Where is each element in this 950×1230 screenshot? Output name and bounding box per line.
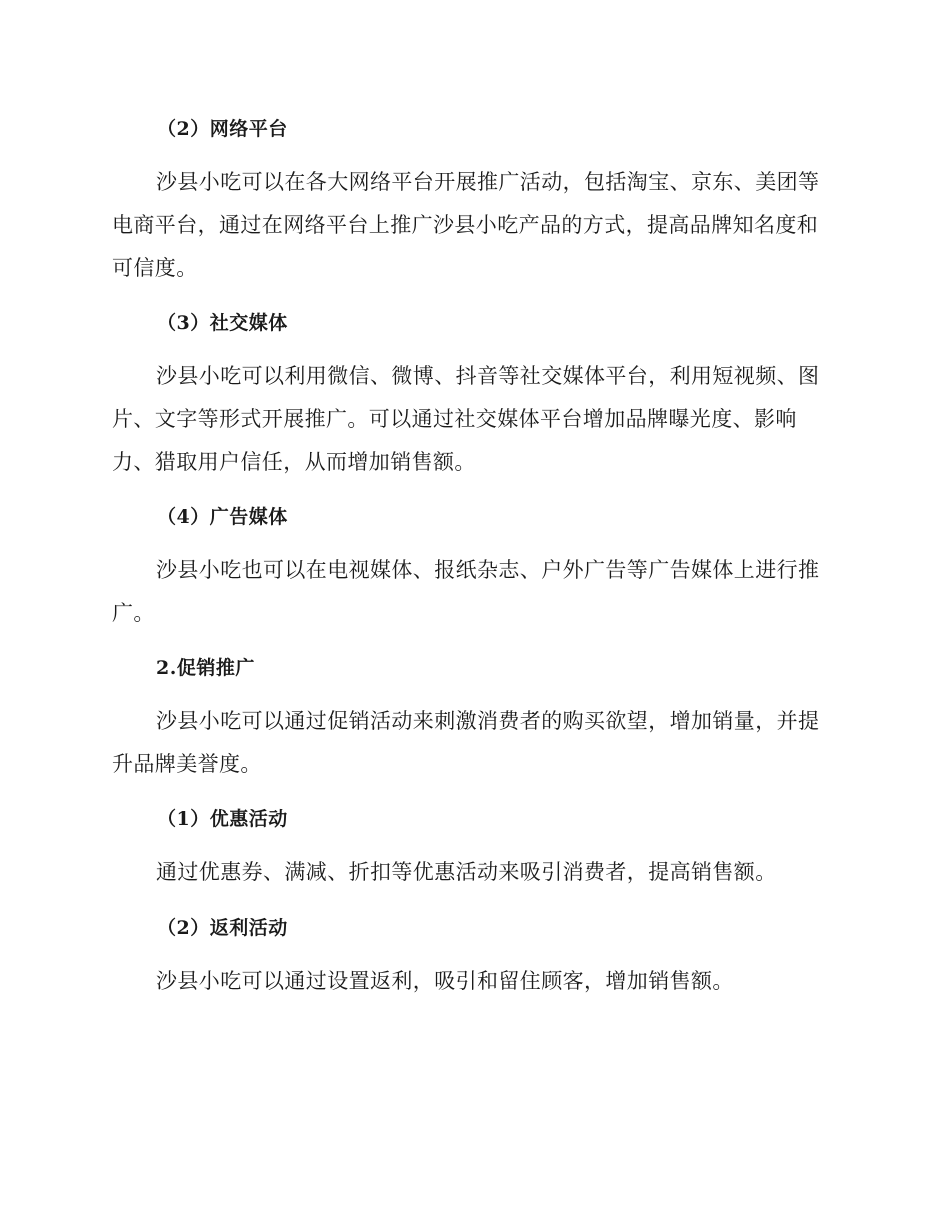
section-heading-promotion: 2.促销推广	[156, 657, 255, 679]
section-heading-network-platform: （2）网络平台	[157, 118, 288, 140]
paragraph-network-platform	[112, 161, 834, 290]
paragraph-line: 力、猎取用户信任，从而增加销售额。	[112, 450, 476, 474]
paragraph-line: 通过优惠券、满减、折扣等优惠活动来吸引消费者，提高销售额。	[156, 860, 777, 884]
paragraph-social-media	[112, 355, 834, 484]
paragraph-line: 沙县小吃也可以在电视媒体、报纸杂志、户外广告等广告媒体上进行推	[156, 558, 820, 582]
section-heading-advertising-media: （4）广告媒体	[157, 506, 288, 528]
paragraph-line: 升品牌美誉度。	[112, 752, 262, 776]
paragraph-line: 电商平台，通过在网络平台上推广沙县小吃产品的方式，提高品牌知名度和	[112, 213, 819, 237]
section-heading-rebate-activities: （2）返利活动	[157, 917, 288, 939]
paragraph-line: 沙县小吃可以通过促销活动来刺激消费者的购买欲望，增加销量，并提	[156, 709, 820, 733]
paragraph-line: 沙县小吃可以利用微信、微博、抖音等社交媒体平台，利用短视频、图	[156, 364, 820, 388]
paragraph-discount-activities	[112, 851, 834, 894]
paragraph-line: 片、文字等形式开展推广。可以通过社交媒体平台增加品牌曝光度、影响	[112, 407, 797, 431]
section-heading-social-media: （3）社交媒体	[157, 312, 288, 334]
section-heading-discount-activities: （1）优惠活动	[157, 808, 288, 830]
paragraph-advertising-media	[112, 549, 834, 635]
paragraph-line: 沙县小吃可以通过设置返利，吸引和留住顾客，增加销售额。	[156, 969, 734, 993]
paragraph-line: 沙县小吃可以在各大网络平台开展推广活动，包括淘宝、京东、美团等	[156, 170, 820, 194]
paragraph-promotion	[112, 700, 834, 786]
paragraph-rebate-activities	[112, 960, 834, 1003]
paragraph-line: 可信度。	[112, 256, 198, 280]
paragraph-line: 广。	[112, 601, 155, 625]
